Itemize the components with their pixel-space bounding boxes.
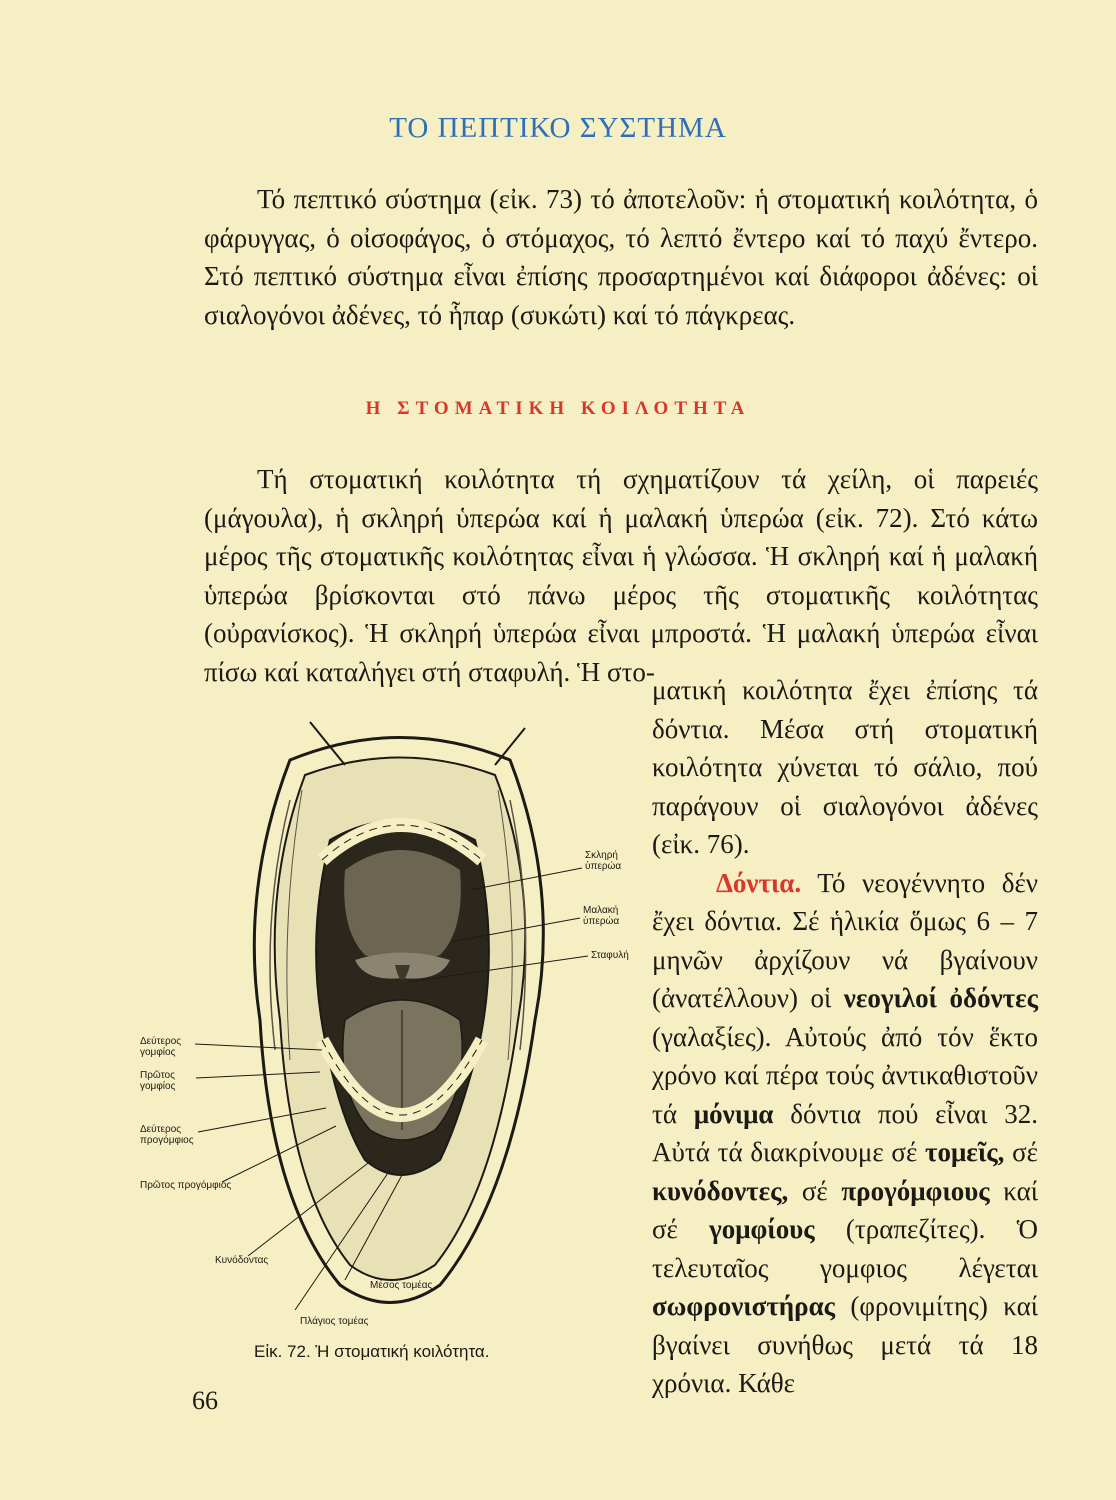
label-central-incisor: Μέσος τομέας bbox=[370, 1280, 433, 1291]
label-uvula: Σταφυλή bbox=[591, 950, 629, 961]
label-soft-palate: Μαλακή ὑπερώα bbox=[583, 905, 620, 927]
mouth-illustration bbox=[140, 720, 660, 1340]
teeth-term: προγόμφιους bbox=[841, 1175, 990, 1206]
label-canine: Κυνόδοντας bbox=[215, 1255, 269, 1266]
teeth-text: (φρονιμίτης) καί βγαίνει συνήθως μετά τά 18 χρόνια. Κάθε bbox=[652, 1291, 1038, 1398]
teeth-paragraph bbox=[652, 864, 1038, 1403]
teeth-term: γομφίους bbox=[709, 1214, 815, 1244]
wrap-paragraph: ματική κοιλότητα ἔχει ἐπίσης τά δόντια. Μέσα στή στοματική κοιλότητα χύνεται τό σάλιο, πού παράγουν οἱ σιαλογόνοι ἀδένες (εἰκ. 76). bbox=[652, 675, 1038, 859]
page-number: 66 bbox=[192, 1386, 218, 1415]
intro-paragraph: Τό πεπτικό σύστημα (εἰκ. 73) τό ἀποτελοῦν: ἡ στοματική κοιλότητα, ὁ φάρυγγας, ὁ οἰσοφάγος, ὁ στόμαχος, τό λεπτό ἔντερο καί τό παχύ ἔντερο. Στό πεπτικό σύστημα εἶναι ἐπίσης προσαρτημένοι καί διάφοροι ἀδένες: οἱ σιαλογόνοι ἀδένες, τό ἧπαρ (συκώτι) καί τό πάγκρεας. bbox=[204, 184, 1038, 330]
label-first-premolar: Πρῶτος προγόμφιος bbox=[140, 1180, 232, 1191]
label-lateral-incisor: Πλάγιος τομέας bbox=[300, 1316, 369, 1327]
teeth-term: τομεῖς, bbox=[925, 1137, 1005, 1167]
figure-caption: Εἰκ. 72. Ἡ στοματική κοιλότητα. bbox=[254, 1342, 490, 1361]
page-title: ΤΟ ΠΕΠΤΙΚΟ ΣΥΣΤΗΜΑ bbox=[389, 112, 727, 144]
label-second-molar: Δεύτερος γομφίος bbox=[140, 1036, 182, 1058]
teeth-term: νεογιλοί ὀδόντες bbox=[843, 983, 1039, 1013]
section-heading: Η ΣΤΟΜΑΤΙΚΗ ΚΟΙΛΟΤΗΤΑ bbox=[365, 398, 751, 419]
teeth-text: σέ bbox=[788, 1175, 842, 1206]
teeth-text: δόντια πού εἶναι 32. Αὐτά τά διακρίνουμε σέ bbox=[652, 1098, 1038, 1167]
teeth-text: Τό νεογέννητο δέν ἔχει δόντια. Σέ ἡλικία ὅμως 6 – 7 μηνῶν ἀρχίζουν νά βγαίνουν (ἀνατέλλουν) οἱ bbox=[652, 867, 1038, 1013]
teeth-text: (γαλαξίες). Αὐτούς ἀπό τόν ἕκτο χρόνο καί πέρα τούς ἀντικαθιστοῦν τά bbox=[652, 1021, 1038, 1129]
mouth-drawing bbox=[140, 720, 660, 1340]
label-second-premolar: Δεύτερος προγόμφιος bbox=[140, 1124, 194, 1146]
label-hard-palate: Σκληρή ὑπερώα bbox=[585, 850, 622, 872]
teeth-text: καί σέ bbox=[652, 1175, 1038, 1244]
teeth-text: (τραπεζίτες). Ὁ τελευταῖος γομφιος λέγεται bbox=[652, 1214, 1038, 1283]
teeth-text: σέ bbox=[1004, 1137, 1038, 1167]
oral-cavity-paragraph: Τή στοματική κοιλότητα τή σχηματίζουν τά χείλη, οἱ παρειές (μάγουλα), ἡ σκληρή ὑπερώα καί ἡ μαλακή ὑπερώα (εἰκ. 72). Στό κάτω μέρος τῆς στοματικῆς κοιλότητας εἶναι ἡ γλώσσα. Ἡ σκληρή καί ἡ μαλακή ὑπερώα βρίσκονται στό πάνω μέρος τῆς στοματικῆς κοιλότητας (οὐρανίσκος). Ἡ σκληρή ὑπερώα εἶναι μπροστά. Ἡ μαλακή ὑπερώα εἶναι πίσω καί καταλήγει στή σταφυλή. Ἡ στο- bbox=[204, 464, 1038, 687]
label-first-molar: Πρῶτος γομφίος bbox=[140, 1070, 176, 1092]
teeth-term: σωφρονιστήρας bbox=[652, 1291, 836, 1321]
teeth-heading: Δόντια. bbox=[716, 867, 802, 898]
teeth-term: μόνιμα bbox=[693, 1098, 774, 1129]
wrap-column bbox=[652, 671, 1038, 1403]
teeth-term: κυνόδοντες, bbox=[652, 1175, 789, 1206]
